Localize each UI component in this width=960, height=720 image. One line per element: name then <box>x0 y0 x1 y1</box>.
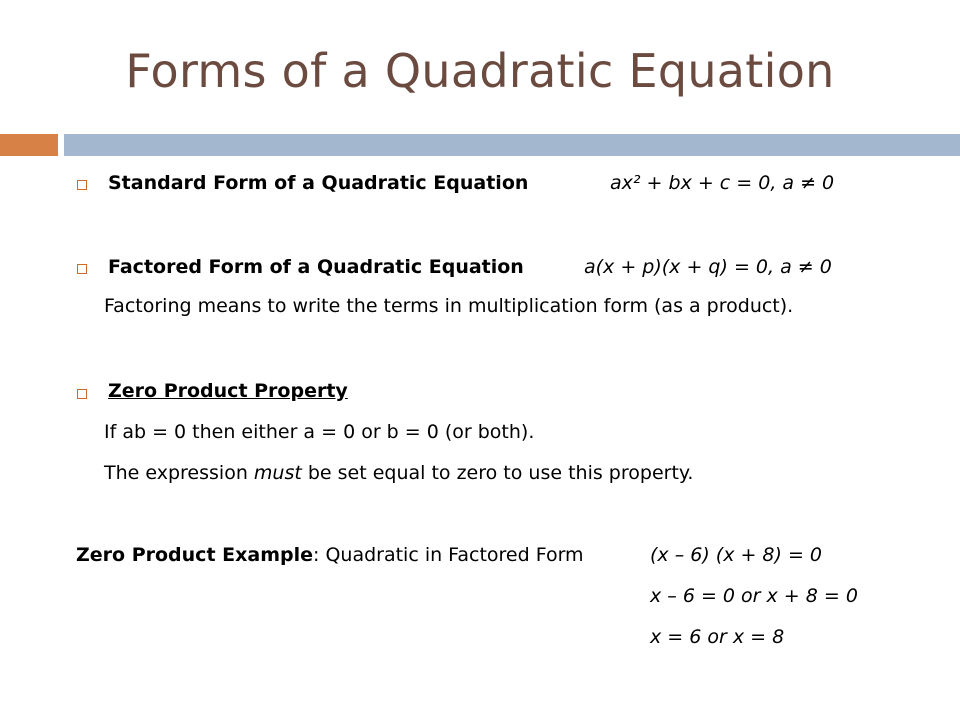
example-heading: Zero Product Example: Quadratic in Factored Form <box>76 544 584 566</box>
factored-form-equation: a(x + p)(x + q) = 0, a ≠ 0 <box>584 256 832 278</box>
zero-product-label: Zero Product Property <box>108 380 348 402</box>
slide-title: Forms of a Quadratic Equation <box>125 44 835 98</box>
standard-form-equation: ax² + bx + c = 0, a ≠ 0 <box>610 172 835 194</box>
example-label: Zero Product Example <box>76 544 313 566</box>
factoring-note: Factoring means to write the terms in multiplication form (as a product). <box>104 295 794 317</box>
accent-bar-orange <box>0 134 58 156</box>
zero-product-rule: If ab = 0 then either a = 0 or b = 0 (or both). <box>104 421 535 443</box>
standard-form-label: Standard Form of a Quadratic Equation <box>108 172 529 194</box>
factored-form-label: Factored Form of a Quadratic Equation <box>108 256 524 278</box>
bullet-square-icon <box>77 264 87 274</box>
accent-bar-blue <box>64 134 960 156</box>
example-step-1: (x – 6) (x + 8) = 0 <box>650 544 823 566</box>
bullet-square-icon <box>77 180 87 190</box>
zero-product-condition: The expression must be set equal to zero to use this property. <box>104 462 694 484</box>
example-step-2: x – 6 = 0 or x + 8 = 0 <box>650 585 858 607</box>
emphasis-must: must <box>253 462 302 484</box>
example-description: Quadratic in Factored Form <box>319 544 584 566</box>
example-step-3: x = 6 or x = 8 <box>650 626 785 648</box>
bullet-square-icon <box>77 389 87 399</box>
